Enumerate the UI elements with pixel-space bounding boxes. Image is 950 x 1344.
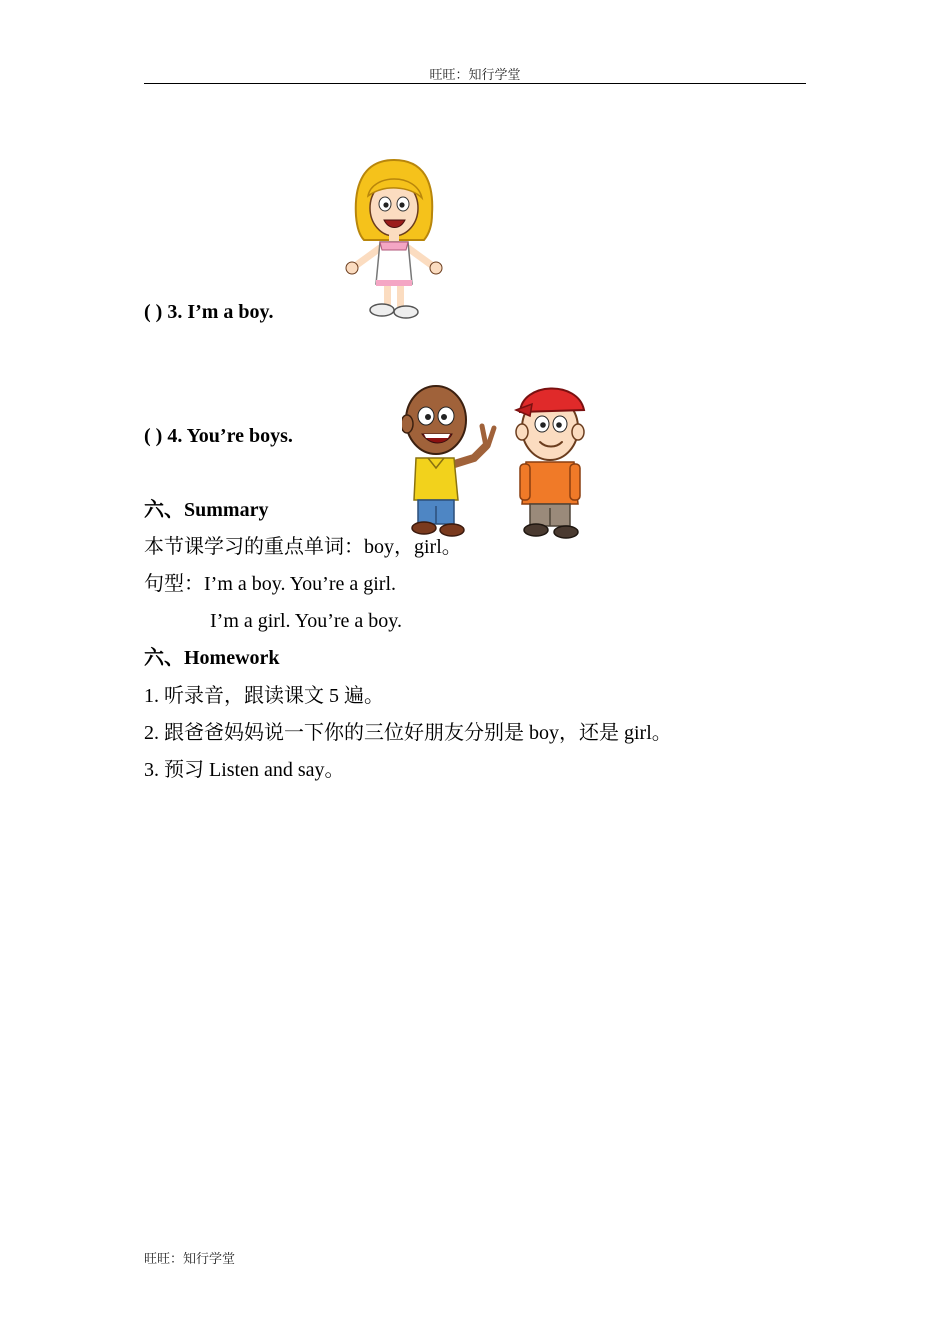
summary-sentence-1: 句型：I’m a boy. You’re a girl. [144,573,397,595]
boys-illustration [402,376,596,544]
summary-heading: 六、Summary [144,499,269,521]
girl-illustration [344,156,444,322]
homework-item: 3. 预习 Listen and say。 [144,759,345,781]
summary-sentence-2: I’m a girl. You’re a boy. [210,610,403,632]
summary-words: 本节课学习的重点单词：boy，girl。 [144,536,462,558]
homework-item: 1. 听录音，跟读课文 5 遍。 [144,685,384,707]
homework-heading: 六、Homework [144,647,280,669]
exercise-q4: ( ) 4. You’re boys. [144,425,293,447]
footer-text: 旺旺：知行学堂 [144,1251,236,1266]
header-text: 旺旺：知行学堂 [429,67,521,82]
exercise-q3: ( ) 3. I’m a boy. [144,301,274,323]
homework-item: 2. 跟爸爸妈妈说一下你的三位好朋友分别是 boy，还是 girl。 [144,722,672,744]
header-rule [144,83,806,84]
